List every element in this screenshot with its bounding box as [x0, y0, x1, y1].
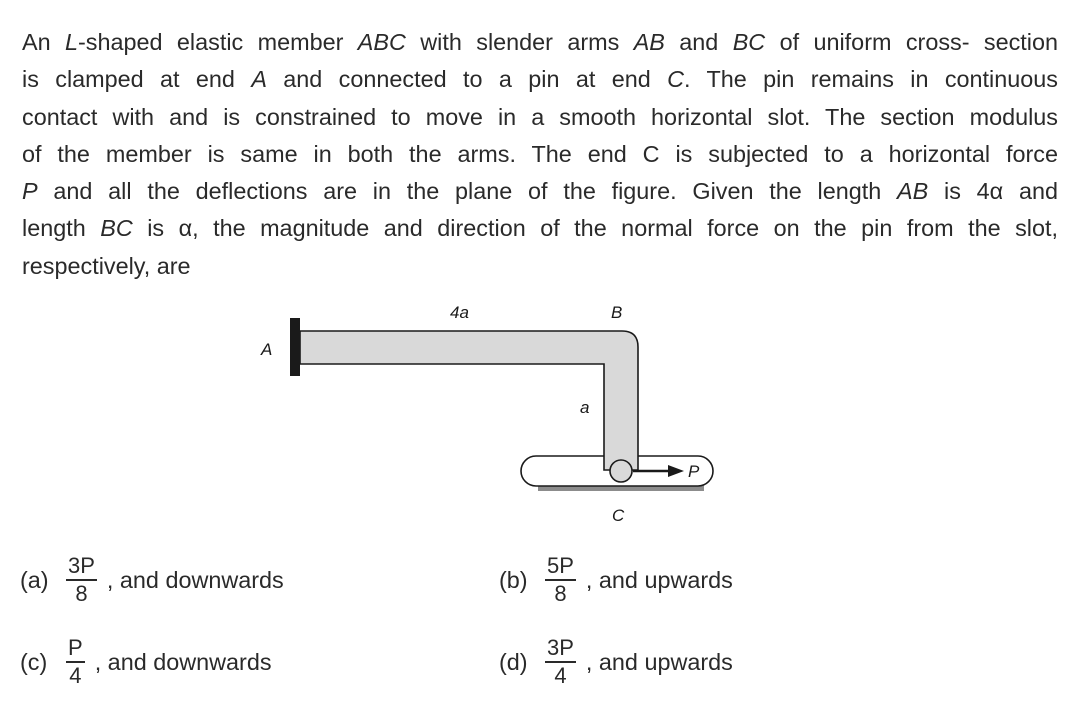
label-c: C: [612, 506, 625, 525]
question-text-segment: of the member is same in both the arms. The end C is subjected to a horizontal force: [22, 140, 1058, 167]
option-c-text: , and downwards: [94, 648, 272, 675]
question-text-segment: and connected to a pin at end: [266, 66, 668, 93]
label-length-bc: a: [580, 398, 590, 417]
question-italic-segment: L: [65, 29, 79, 55]
question-text-segment: and all the deflections are in the plane of the figure. Given the length: [37, 178, 898, 205]
question-italic-segment: ABC: [357, 29, 406, 55]
question-text-segment: with slender arms: [405, 29, 634, 55]
label-p: P: [688, 462, 700, 481]
question-italic-segment: AB: [897, 178, 929, 205]
option-c-denominator: 4: [69, 662, 82, 688]
question-text-segment: is clamped at end: [22, 66, 252, 93]
label-b: B: [611, 303, 623, 322]
label-length-ab: 4a: [450, 303, 469, 322]
option-d-fraction: [545, 635, 576, 689]
question-italic-segment: C: [667, 66, 685, 93]
option-a-label: (a): [20, 566, 49, 593]
question-italic-segment: BC: [100, 215, 133, 242]
question-text-segment: respectively, are: [22, 252, 191, 279]
label-a: A: [261, 340, 273, 359]
option-d-label: (d): [499, 648, 528, 675]
question-text-segment: and: [664, 29, 733, 55]
question-italic-segment: A: [251, 66, 267, 93]
option-c-label: (c): [20, 648, 48, 675]
question-text-segment: length: [22, 215, 101, 242]
option-c-fraction: [66, 635, 85, 689]
option-b: [499, 545, 733, 615]
option-d-denominator: 4: [554, 662, 567, 688]
option-d-text: , and upwards: [585, 648, 733, 675]
question-text-segment: is 4α and: [928, 178, 1058, 205]
option-d-numerator: 3P: [547, 635, 574, 661]
pin-c: [610, 460, 632, 482]
option-b-fraction: [545, 553, 576, 607]
option-c-numerator: P: [68, 635, 83, 661]
option-a-text: , and downwards: [106, 566, 284, 593]
question-text-segment: -shaped elastic member: [78, 29, 358, 55]
question-text-segment: of uniform cross- section: [765, 29, 1059, 55]
option-c: [20, 627, 272, 697]
option-a-denominator: 8: [75, 580, 88, 606]
option-a-fraction: [66, 553, 97, 607]
option-b-text: , and upwards: [585, 566, 733, 593]
question-italic-segment: P: [22, 178, 38, 205]
option-b-numerator: 5P: [547, 553, 574, 579]
question-italic-segment: AB: [633, 29, 665, 55]
question-italic-segment: BC: [732, 29, 766, 55]
option-a-numerator: 3P: [68, 553, 95, 579]
question-text-segment: An: [22, 29, 65, 55]
wall-clamp: [290, 318, 300, 376]
question-text-segment: is α, the magnitude and direction of the normal force on the pin from the slot,: [132, 215, 1058, 242]
question-text-segment: contact with and is constrained to move in a smooth horizontal slot. The section modulus: [22, 103, 1058, 130]
option-b-denominator: 8: [554, 580, 567, 606]
option-d: [499, 627, 733, 697]
option-a: [20, 545, 284, 615]
option-b-label: (b): [499, 566, 528, 593]
question-text-segment: . The pin remains in continuous: [684, 66, 1058, 93]
